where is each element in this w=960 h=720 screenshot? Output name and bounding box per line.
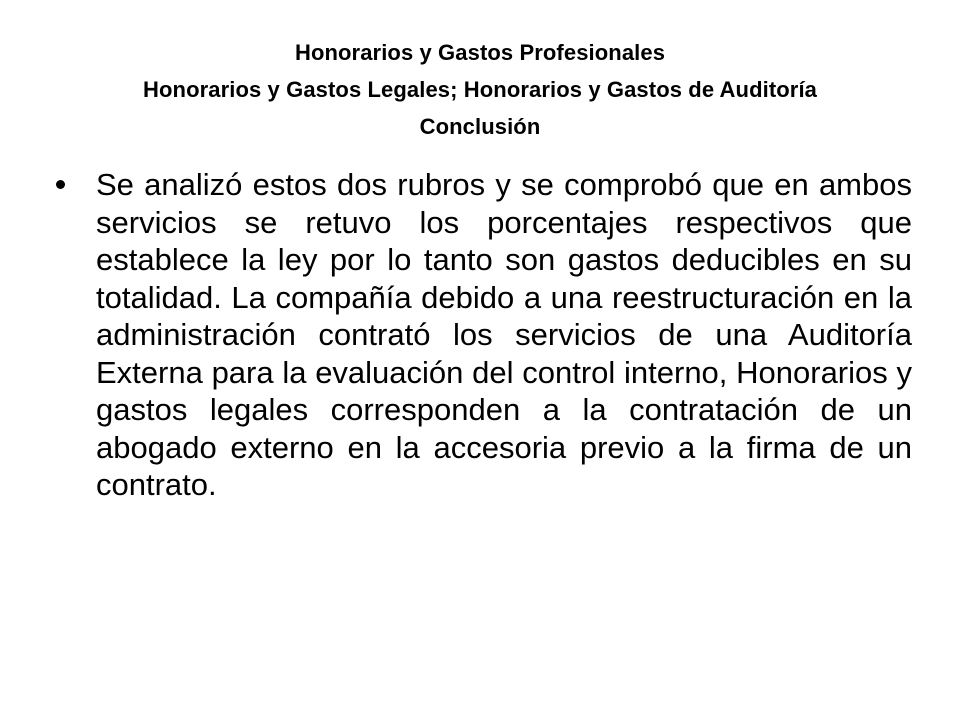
title-line-2: Honorarios y Gastos Legales; Honorarios y Gastos de Auditoría — [143, 77, 817, 102]
bullet-dot-icon — [56, 180, 65, 189]
bullet-text: Se analizó estos dos rubros y se comprobó que en ambos servicios se retuvo los porcentajes respectivos que establece la ley por lo tanto son gastos deducibles en su totalidad. La compañía debido a una reestructuración en la administración contrató los servicios de una Auditoría Externa para la evaluación del control interno, Honorarios y gastos legales corresponden a la contratación de un abogado externo en la accesoria previo a la firma de un contrato. — [96, 167, 912, 502]
title-line-1: Honorarios y Gastos Profesionales — [294, 40, 666, 65]
bullet-item — [72, 166, 912, 504]
title-line-3: Conclusión — [419, 114, 541, 139]
slide-title — [40, 34, 920, 145]
bullet-list — [72, 166, 912, 504]
